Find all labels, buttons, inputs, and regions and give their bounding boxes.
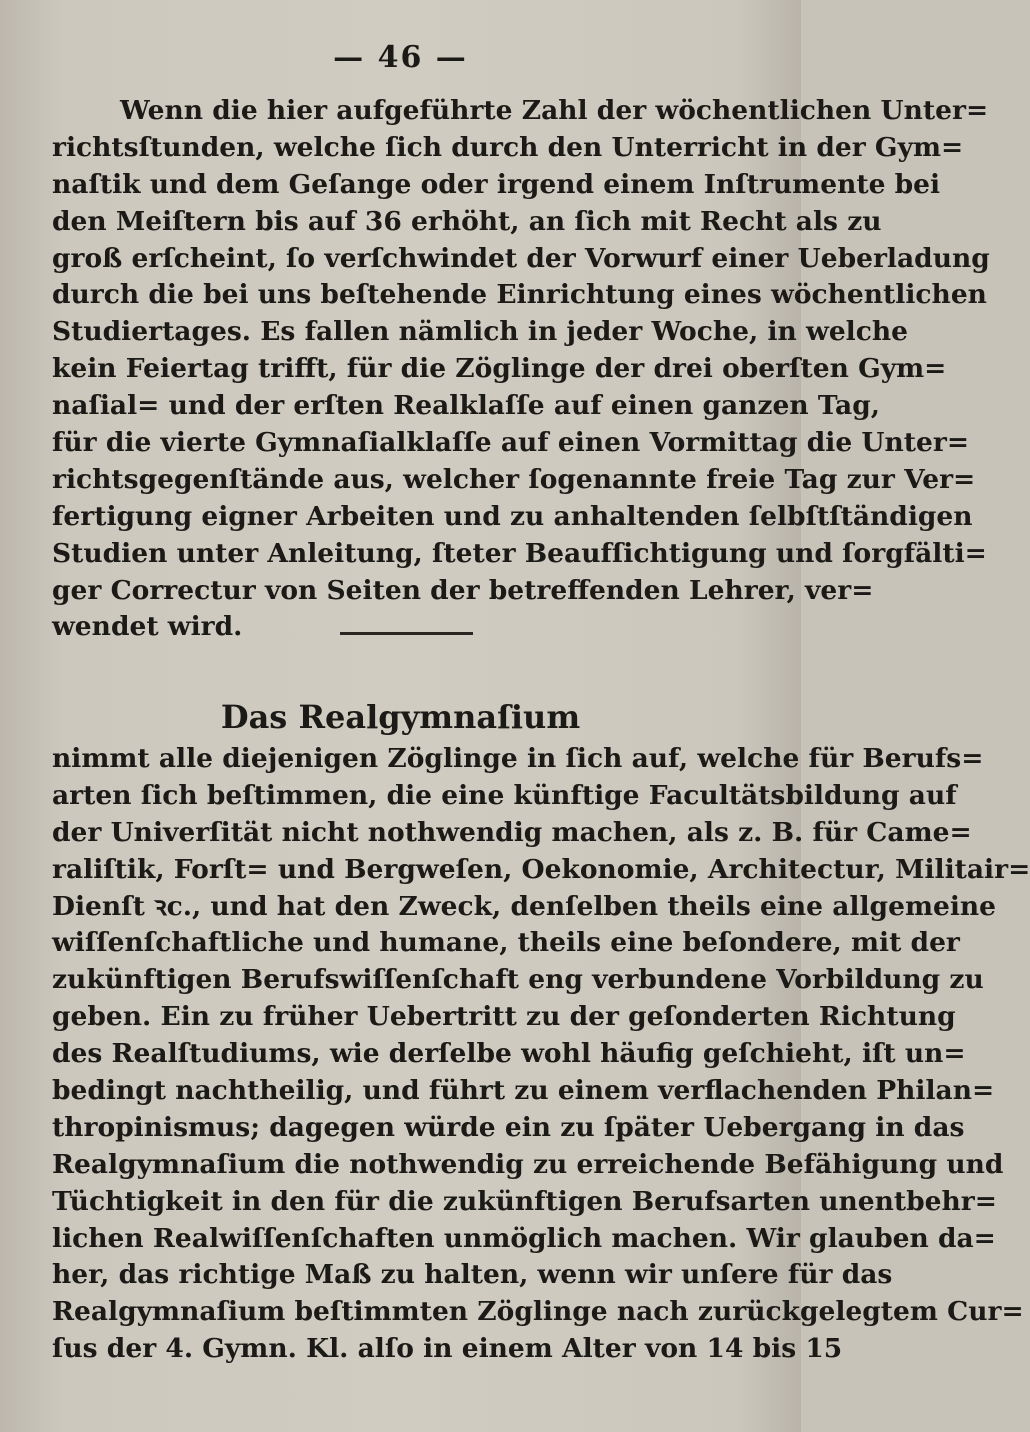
paragraph-weekly-study-day [52, 93, 990, 646]
text-line: den Meiſtern bis auf 36 erhöht, an ſich mit Recht als zu [52, 205, 882, 237]
text-line: für die vierte Gymnaſialklaſſe auf einen Vormittag die Unter= [52, 427, 970, 459]
text-line: arten ſich beſtimmen, die eine künftige Facultätsbildung auf [52, 779, 957, 811]
text-line: Studiertages. Es fallen nämlich in jeder Woche, in welche [52, 316, 909, 348]
section-heading: Das Realgymnaſium [220, 698, 581, 736]
text-line: zukünftigen Berufswiſſenſchaft eng verbundene Vorbildung zu [52, 964, 984, 996]
text-line: Wenn die hier aufgeführte Zahl der wöchentlichen Unter= [120, 95, 989, 126]
text-line: nimmt alle diejenigen Zöglinge in ſich auf, welche für Berufs= [52, 743, 984, 774]
text-line: Tüchtigkeit in den für die zukünftigen Berufsarten unentbehr= [52, 1185, 997, 1217]
text-line: des Realſtudiums, wie derſelbe wohl häufig geſchieht, iſt un= [52, 1038, 966, 1070]
text-line: raliſtik, Forſt= und Bergweſen, Oekonomie, Architectur, Militair= [52, 853, 1030, 885]
text-line: her, das richtige Maß zu halten, wenn wir unſere für das [52, 1259, 893, 1291]
text-line: ſus der 4. Gymn. Kl. alſo in einem Alter von 14 bis 15 [52, 1333, 843, 1365]
text-line: wendet wird. [52, 611, 243, 643]
text-line: naſial= und der erſten Realklaſſe auf einen ganzen Tag, [52, 390, 880, 422]
text-line: bedingt nachtheilig, und führt zu einem verflachenden Philan= [52, 1075, 995, 1107]
text-line: wiſſenſchaftliche und humane, theils eine beſondere, mit der [52, 927, 960, 959]
text-line: geben. Ein zu früher Uebertritt zu der geſonderten Richtung [52, 1001, 956, 1033]
text-line: Realgymnaſium beſtimmten Zöglinge nach zurückgelegtem Cur= [52, 1296, 1024, 1328]
text-line: naſtik und dem Geſange oder irgend einem Inſtrumente bei [52, 168, 941, 200]
text-line: fertigung eigner Arbeiten und zu anhaltenden ſelbſtſtändigen [52, 500, 973, 532]
text-line: lichen Realwiſſenſchaften unmöglich machen. Wir glauben da= [52, 1222, 996, 1254]
text-line: der Univerſität nicht nothwendig machen, als z. B. für Came= [52, 816, 972, 848]
text-line: ger Correctur von Seiten der betreffenden Lehrer, ver= [52, 574, 874, 606]
text-line: thropinismus; dagegen würde ein zu ſpäter Uebergang in das [52, 1111, 965, 1143]
text-line: groß erſcheint, ſo verſchwindet der Vorwurf einer Ueberladung [52, 242, 990, 274]
text-line: richtsſtunden, welche ſich durch den Unterricht in der Gym= [52, 131, 964, 163]
text-line: kein Feiertag trifft, für die Zöglinge der drei oberſten Gym= [52, 353, 947, 385]
text-line: durch die bei uns beſtehende Einrichtung eines wöchentlichen [52, 279, 987, 311]
text-line: richtsgegenſtände aus, welcher ſogenannte freie Tag zur Ver= [52, 463, 976, 495]
text-line: Dienſt ꝛc., und hat den Zweck, denſelben theils eine allgemeine [52, 890, 997, 922]
page-number: — 46 — [333, 40, 468, 75]
text-line: Realgymnaſium die nothwendig zu erreichende Befähigung und [52, 1148, 1004, 1180]
section-divider [340, 632, 473, 635]
paragraph-realgymnasium [52, 741, 1030, 1368]
text-line: Studien unter Anleitung, ſteter Beaufſichtigung und ſorgfälti= [52, 537, 987, 569]
